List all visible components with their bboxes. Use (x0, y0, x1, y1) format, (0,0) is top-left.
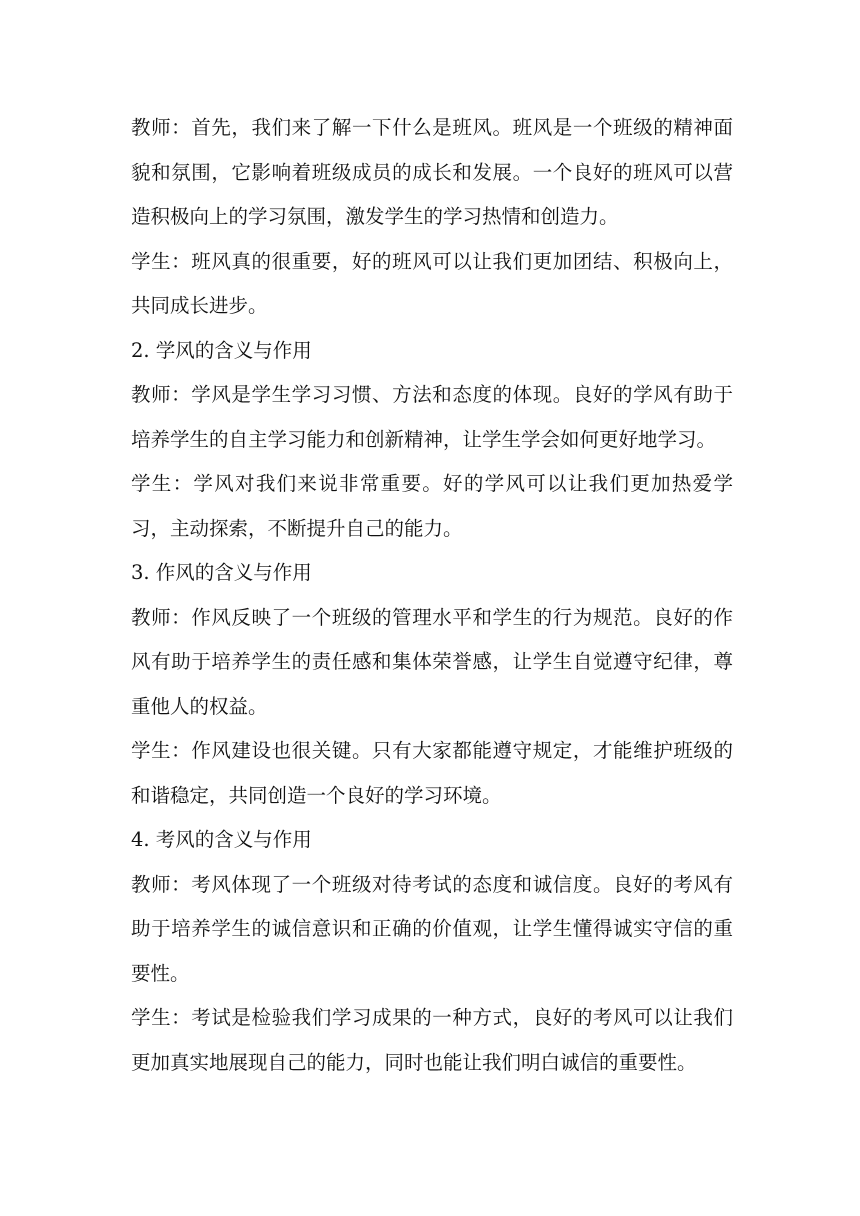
document-body (131, 106, 733, 1085)
paragraph-student-work-style: 学生：作风建设也很关键。只有大家都能遵守规定，才能维护班级的和谐稳定，共同创造一个良好的学习环境。 (131, 739, 733, 807)
paragraph-student-class-atmosphere: 学生：班风真的很重要，好的班风可以让我们更加团结、积极向上，共同成长进步。 (131, 249, 733, 317)
paragraph-teacher-work-style: 教师：作风反映了一个班级的管理水平和学生的行为规范。良好的作风有助于培养学生的责任感和集体荣誉感，让学生自觉遵守纪律，尊重他人的权益。 (131, 605, 733, 718)
paragraph-student-exam-atmosphere: 学生：考试是检验我们学习成果的一种方式，良好的考风可以让我们更加真实地展现自己的能力，同时也能让我们明白诚信的重要性。 (131, 1006, 733, 1074)
paragraph-teacher-exam-atmosphere: 教师：考风体现了一个班级对待考试的态度和诚信度。良好的考风有助于培养学生的诚信意识和正确的价值观，让学生懂得诚实守信的重要性。 (131, 872, 733, 985)
heading-exam-atmosphere: 4. 考风的含义与作用 (131, 828, 312, 851)
heading-work-style: 3. 作风的含义与作用 (131, 561, 312, 584)
paragraph-teacher-study-atmosphere: 教师：学风是学生学习习惯、方法和态度的体现。良好的学风有助于培养学生的自主学习能力和创新精神，让学生学会如何更好地学习。 (131, 383, 733, 451)
paragraph-student-study-atmosphere: 学生：学风对我们来说非常重要。好的学风可以让我们更加热爱学习，主动探索，不断提升自己的能力。 (131, 472, 733, 540)
heading-study-atmosphere: 2. 学风的含义与作用 (131, 338, 312, 362)
paragraph-teacher-class-atmosphere: 教师：首先，我们来了解一下什么是班风。班风是一个班级的精神面貌和氛围，它影响着班级成员的成长和发展。一个良好的班风可以营造积极向上的学习氛围，激发学生的学习热情和创造力。 (131, 116, 733, 228)
